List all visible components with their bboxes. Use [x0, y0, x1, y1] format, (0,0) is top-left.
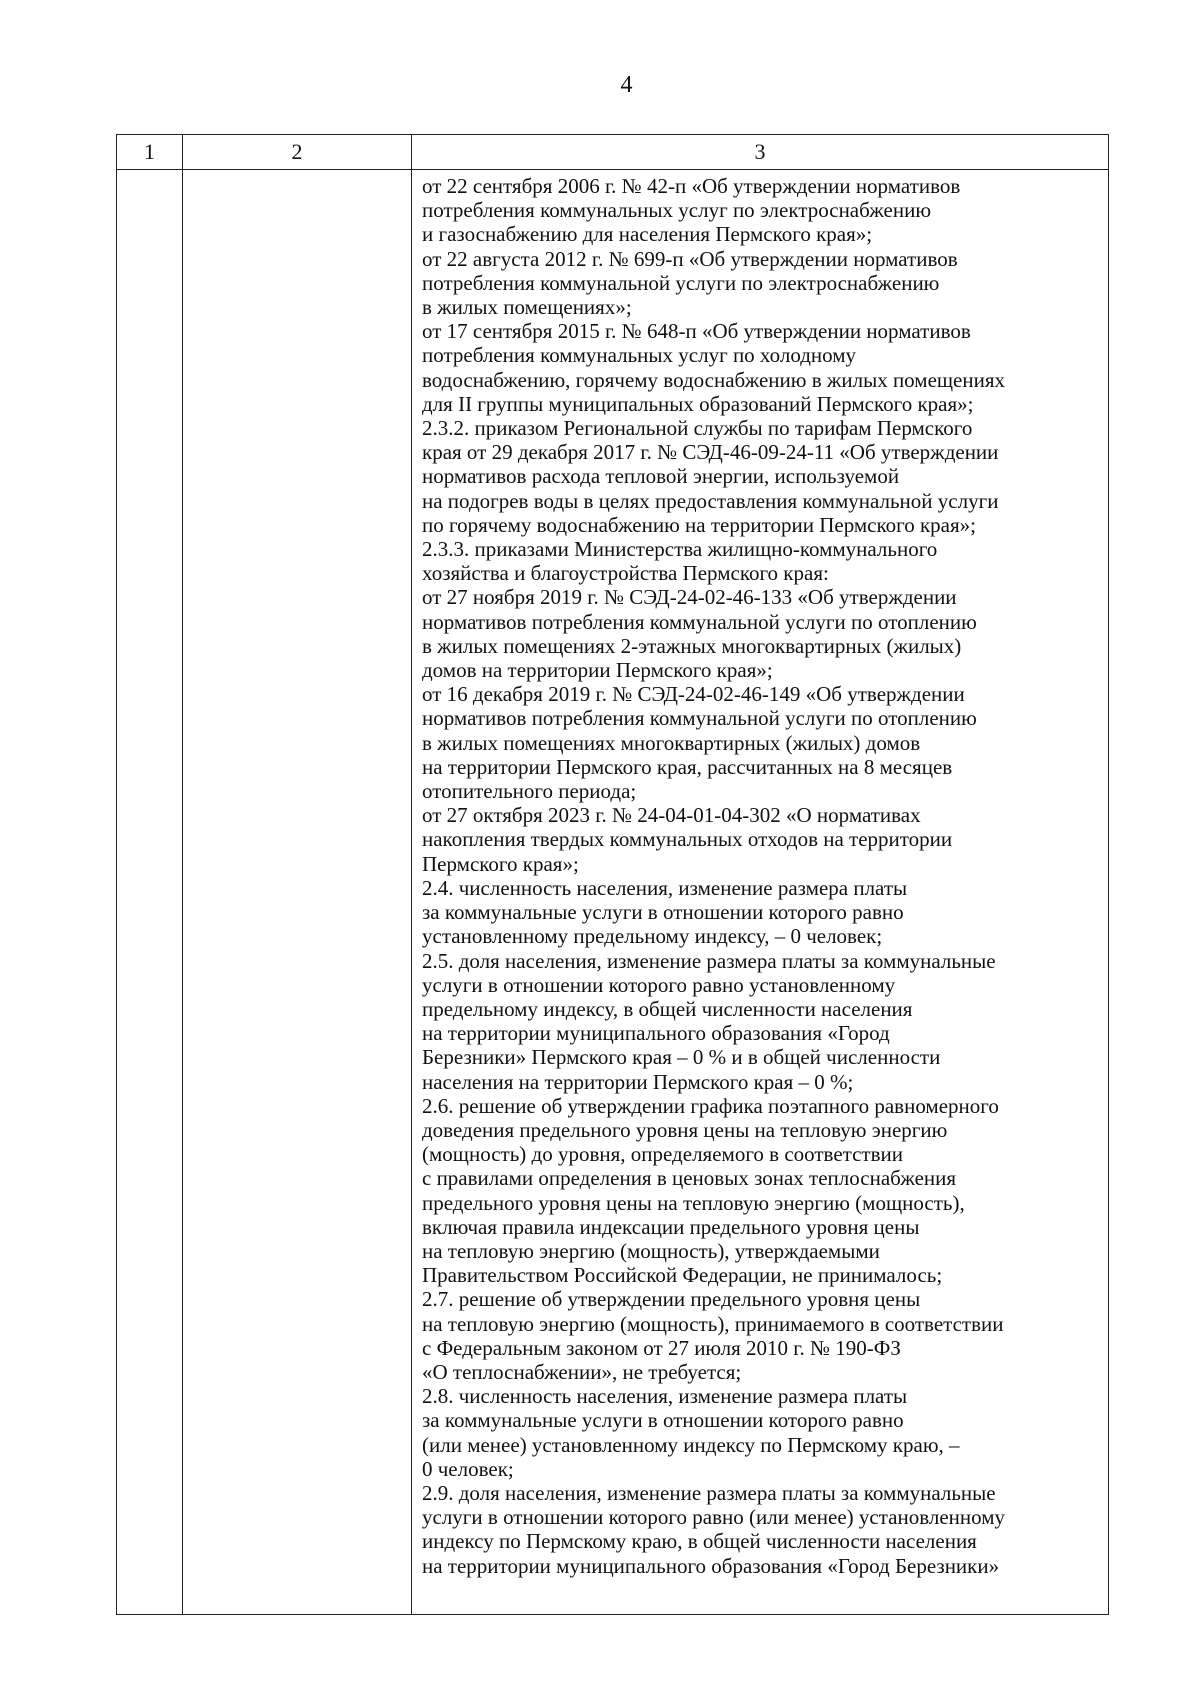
text-line: Пермского края»;: [422, 851, 579, 876]
text-line: домов на территории Пермского края»;: [422, 658, 773, 683]
text-line: отопительного периода;: [422, 779, 637, 804]
text-line: от 22 сентября 2006 г. № 42-п «Об утверждении нормативов: [422, 174, 961, 198]
text-line: потребления коммунальных услуг по электроснабжению: [422, 198, 932, 223]
text-line: потребления коммунальных услуг по холодному: [422, 343, 857, 368]
text-line: в жилых помещениях многоквартирных (жилых) домов: [422, 730, 921, 755]
text-line: и газоснабжению для населения Пермского края»;: [422, 222, 873, 247]
text-line: за коммунальные услуги в отношении которого равно: [422, 1408, 904, 1433]
table-header-row: [117, 135, 1109, 170]
text-line: края от 29 декабря 2017 г. № СЭД-46-09-24-11 «Об утверждении: [422, 440, 999, 465]
text-line: на тепловую энергию (мощность), принимаемого в соответствии: [422, 1311, 1004, 1336]
text-line: хозяйства и благоустройства Пермского края:: [422, 561, 829, 586]
column-3-text: [422, 174, 1108, 1578]
text-line: 2.3.3. приказами Министерства жилищно-коммунального: [422, 537, 938, 562]
text-line: по горячему водоснабжению на территории Пермского края»;: [422, 512, 976, 537]
text-line: 2.5. доля населения, изменение размера платы за коммунальные: [422, 948, 996, 973]
text-line: Правительством Российской Федерации, не принималось;: [422, 1263, 943, 1288]
column-header-2: 2: [183, 135, 412, 170]
text-line: нормативов расхода тепловой энергии, используемой: [422, 464, 900, 489]
text-line: от 27 ноября 2019 г. № СЭД-24-02-46-133 «Об утверждении: [422, 585, 957, 610]
text-line: в жилых помещениях»;: [422, 295, 632, 320]
text-line: потребления коммунальной услуги по электроснабжению: [422, 270, 940, 295]
text-line: нормативов потребления коммунальной услуги по отоплению: [422, 609, 977, 634]
text-line: включая правила индексации предельного уровня цены: [422, 1214, 920, 1239]
document-table: [116, 134, 1109, 1615]
text-line: (или менее) установленному индексу по Пермскому краю, –: [422, 1432, 960, 1457]
text-line: 2.6. решение об утверждении графика поэтапного равномерного: [422, 1093, 999, 1118]
text-line: на территории Пермского края, рассчитанных на 8 месяцев: [422, 754, 953, 779]
text-line: услуги в отношении которого равно (или менее) установленному: [422, 1505, 1006, 1530]
text-line: с Федеральным законом от 27 июля 2010 г. № 190-ФЗ: [422, 1335, 901, 1360]
column-2-cell: [183, 170, 412, 1615]
text-line: предельного уровня цены на тепловую энергию (мощность),: [422, 1190, 965, 1215]
text-line: водоснабжению, горячему водоснабжению в жилых помещениях: [422, 367, 1006, 392]
text-line: «О теплоснабжении», не требуется;: [422, 1359, 742, 1384]
text-line: на подогрев воды в целях предоставления коммунальной услуги: [422, 488, 999, 513]
text-line: услуги в отношении которого равно установленному: [422, 972, 896, 997]
text-line: 2.8. численность населения, изменение размера платы: [422, 1384, 908, 1409]
text-line: с правилами определения в ценовых зонах теплоснабжения: [422, 1166, 957, 1191]
text-line: от 22 августа 2012 г. № 699-п «Об утверждении нормативов: [422, 246, 958, 271]
text-line: для II группы муниципальных образований Пермского края»;: [422, 391, 974, 416]
text-line: установленному предельному индексу, – 0 человек;: [422, 924, 883, 949]
text-line: (мощность) до уровня, определяемого в соответствии: [422, 1142, 903, 1167]
text-line: доведения предельного уровня цены на тепловую энергию: [422, 1117, 948, 1142]
text-line: индексу по Пермскому краю, в общей численности населения: [422, 1529, 977, 1554]
text-line: 2.4. численность населения, изменение размера платы: [422, 875, 908, 900]
text-line: нормативов потребления коммунальной услуги по отоплению: [422, 706, 977, 731]
column-header-1: 1: [117, 135, 183, 170]
text-line: от 27 октября 2023 г. № 24-04-01-04-302 «О нормативах: [422, 803, 921, 828]
text-line: в жилых помещениях 2-этажных многоквартирных (жилых): [422, 633, 962, 658]
text-line: предельному индексу, в общей численности населения: [422, 996, 913, 1021]
text-line: населения на территории Пермского края – 0 %;: [422, 1069, 854, 1094]
text-line: 2.9. доля населения, изменение размера платы за коммунальные: [422, 1480, 996, 1505]
text-line: 0 человек;: [422, 1456, 514, 1481]
text-line: на территории муниципального образования «Город Березники»: [422, 1553, 1000, 1578]
text-line: за коммунальные услуги в отношении которого равно: [422, 900, 904, 925]
text-line: 2.3.2. приказом Региональной службы по тарифам Пермского: [422, 416, 973, 441]
text-line: от 16 декабря 2019 г. № СЭД-24-02-46-149 «Об утверждении: [422, 682, 965, 707]
column-header-3: 3: [412, 135, 1109, 170]
text-line: 2.7. решение об утверждении предельного уровня цены: [422, 1287, 921, 1312]
column-3-cell: [412, 170, 1109, 1615]
text-line: на территории муниципального образования «Город: [422, 1021, 890, 1046]
page-number: 4: [620, 72, 633, 98]
table-row: [117, 170, 1109, 1615]
text-line: Березники» Пермского края – 0 % и в общей численности: [422, 1045, 941, 1070]
text-line: от 17 сентября 2015 г. № 648-п «Об утверждении нормативов: [422, 319, 971, 344]
text-line: на тепловую энергию (мощность), утверждаемыми: [422, 1238, 880, 1263]
text-line: накопления твердых коммунальных отходов на территории: [422, 827, 953, 852]
column-1-cell: [117, 170, 183, 1615]
